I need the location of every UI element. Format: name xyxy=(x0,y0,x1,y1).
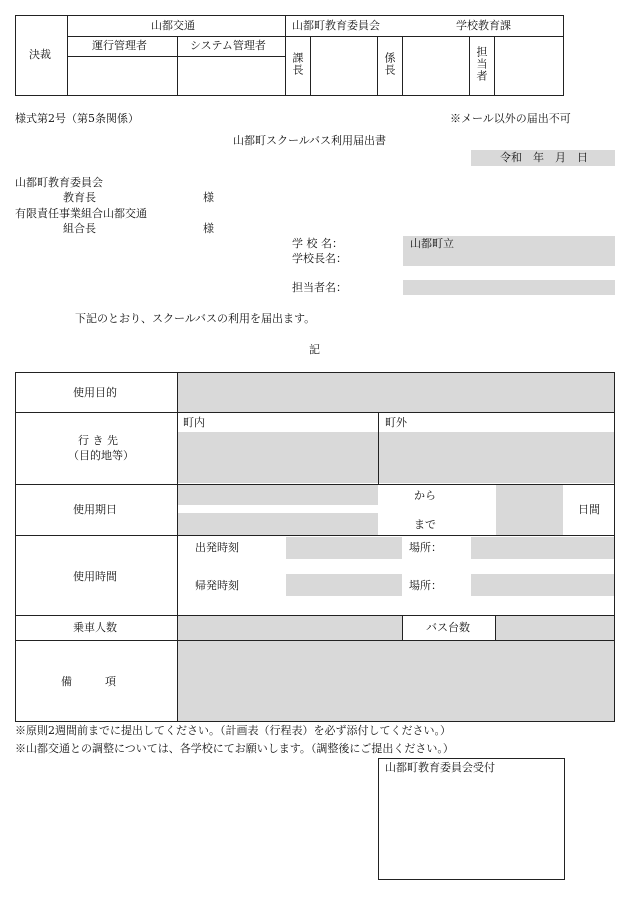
period-start-field[interactable] xyxy=(178,485,378,505)
addressee-line2-sama: 様 xyxy=(203,191,214,204)
period-label: 使用期日 xyxy=(73,503,117,516)
addressee-line1: 山都町教育委員会 xyxy=(15,176,103,189)
form-number: 様式第2号（第5条関係） xyxy=(15,112,139,125)
reception-label: 山都町教育委員会受付 xyxy=(385,761,495,774)
usage-time-label: 使用時間 xyxy=(73,570,117,583)
made-label: まで xyxy=(414,518,436,531)
principal-label: 学校長名： xyxy=(292,252,347,265)
school-education-div-header: 学校教育課 xyxy=(456,19,511,32)
note-1: ※原則2週間前までに提出してください。（計画表（行程表）を必ず添付してください。） xyxy=(15,724,451,737)
return-place-label: 場所： xyxy=(409,579,442,592)
reception-stamp-box xyxy=(378,758,565,880)
purpose-label: 使用目的 xyxy=(73,386,117,399)
tantosha-label: 担当者 xyxy=(475,46,488,82)
contact-field[interactable] xyxy=(403,280,615,295)
passengers-field[interactable] xyxy=(178,616,402,640)
out-town-field[interactable] xyxy=(379,432,615,483)
addressee-line3: 有限責任事業組合山都交通 xyxy=(15,207,147,220)
santo-kotsu-header: 山都交通 xyxy=(151,19,195,32)
note-2: ※山都交通との調整については、各学校にてお願いします。（調整後にご提出ください。） xyxy=(15,742,454,755)
contact-label: 担当者名： xyxy=(292,281,347,294)
kessai-label: 決裁 xyxy=(29,48,51,61)
board-header: 山都町教育委員会 xyxy=(292,19,380,32)
departure-place-label: 場所： xyxy=(409,541,442,554)
out-town-label: 町外 xyxy=(385,416,407,429)
school-name-value: 山都町立 xyxy=(410,237,454,250)
ki-label: 記 xyxy=(309,343,320,356)
remarks-field[interactable] xyxy=(178,641,615,721)
bus-count-field[interactable] xyxy=(496,616,615,640)
operation-manager-header: 運行管理者 xyxy=(92,39,147,52)
addressee-line4-sama: 様 xyxy=(203,222,214,235)
return-time-label: 帰発時刻 xyxy=(195,579,239,592)
destination-label-2: （目的地等） xyxy=(68,449,134,462)
email-notice: ※メール以外の届出不可 xyxy=(450,112,571,125)
in-town-field[interactable] xyxy=(178,432,378,483)
departure-time-field[interactable] xyxy=(286,537,402,559)
addressee-line2: 教育長 xyxy=(63,191,96,204)
intro-text: 下記のとおり、スクールバスの利用を届出ます。 xyxy=(75,312,316,325)
days-count-field[interactable] xyxy=(496,485,563,535)
kakaricho-label: 係長 xyxy=(383,52,396,76)
days-label: 日間 xyxy=(578,503,600,516)
kara-label: から xyxy=(414,489,436,502)
date-label: 令和 年 月 日 xyxy=(500,151,588,164)
document-title: 山都町スクールバス利用届出書 xyxy=(233,134,387,147)
return-place-field[interactable] xyxy=(471,574,615,596)
school-name-label: 学 校 名： xyxy=(292,237,343,250)
system-manager-header: システム管理者 xyxy=(190,39,266,52)
return-time-field[interactable] xyxy=(286,574,402,596)
passengers-label: 乗車人数 xyxy=(73,621,117,634)
in-town-label: 町内 xyxy=(183,416,205,429)
departure-place-field[interactable] xyxy=(471,537,615,559)
purpose-field[interactable] xyxy=(178,373,615,412)
kacho-label: 課長 xyxy=(291,52,304,76)
remarks-label: 備 項 xyxy=(61,675,116,688)
bus-count-label: バス台数 xyxy=(426,621,470,634)
departure-time-label: 出発時刻 xyxy=(195,541,239,554)
addressee-line4: 組合長 xyxy=(63,222,96,235)
destination-label-1: 行 き 先 xyxy=(78,434,118,447)
period-end-field[interactable] xyxy=(178,513,378,535)
